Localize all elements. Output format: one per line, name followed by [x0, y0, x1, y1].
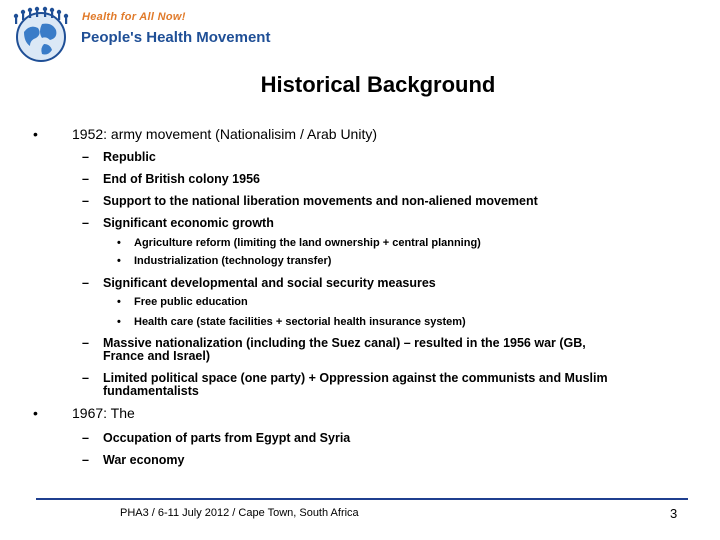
slide-title: Historical Background: [260, 72, 496, 97]
dash-marker: –: [82, 453, 89, 467]
bullet-marker: •: [117, 316, 121, 328]
sub-bullet-nationalization-line2: France and Israel): [103, 349, 210, 363]
dash-marker: –: [82, 216, 89, 230]
dash-marker: –: [82, 431, 89, 445]
dash-marker: –: [82, 336, 89, 350]
footer-divider: [36, 498, 688, 500]
phm-logo: [8, 4, 288, 64]
dash-marker: –: [82, 150, 89, 164]
bullet-marker: •: [117, 296, 121, 308]
sub-bullet-war-economy: War economy: [103, 453, 185, 467]
sub-sub-bullet-agriculture: Agriculture reform (limiting the land ownership + central planning): [134, 237, 481, 249]
bullet-1952: 1952: army movement (Nationalisim / Arab Unity): [72, 126, 377, 142]
bullet-1967: 1967: The: [72, 405, 135, 421]
dash-marker: –: [82, 276, 89, 290]
bullet-marker: •: [117, 255, 121, 267]
sub-bullet-occupation: Occupation of parts from Egypt and Syria: [103, 431, 351, 445]
sub-sub-bullet-health-care: Health care (state facilities + sectorial health insurance system): [134, 316, 466, 328]
logo-tagline: Health for All Now!: [82, 11, 186, 23]
logo-name: People's Health Movement: [81, 29, 271, 46]
footer-text: PHA3 / 6-11 July 2012 / Cape Town, South Africa: [120, 507, 359, 519]
sub-bullet-liberation-support: Support to the national liberation movements and non-aliened movement: [103, 194, 538, 208]
bullet-marker: •: [117, 237, 121, 249]
sub-bullet-economic-growth: Significant economic growth: [103, 216, 274, 230]
bullet-marker: •: [33, 405, 38, 421]
dash-marker: –: [82, 172, 89, 186]
page-number: 3: [670, 506, 678, 521]
dash-marker: –: [82, 194, 89, 208]
sub-bullet-end-colony: End of British colony 1956: [103, 172, 260, 186]
sub-bullet-nationalization-line1: Massive nationalization (including the Suez canal) – resulted in the 1956 war (GB,: [103, 336, 586, 350]
bullet-marker: •: [33, 126, 38, 142]
globe-with-people-icon: [10, 6, 72, 64]
sub-bullet-political-space-line2: fundamentalists: [103, 384, 199, 398]
sub-bullet-republic: Republic: [103, 150, 156, 164]
sub-sub-bullet-education: Free public education: [134, 296, 248, 308]
sub-sub-bullet-industrialization: Industrialization (technology transfer): [134, 255, 332, 267]
sub-bullet-social-security: Significant developmental and social security measures: [103, 276, 436, 290]
dash-marker: –: [82, 371, 89, 385]
sub-bullet-political-space-line1: Limited political space (one party) + Oppression against the communists and Muslim: [103, 371, 608, 385]
